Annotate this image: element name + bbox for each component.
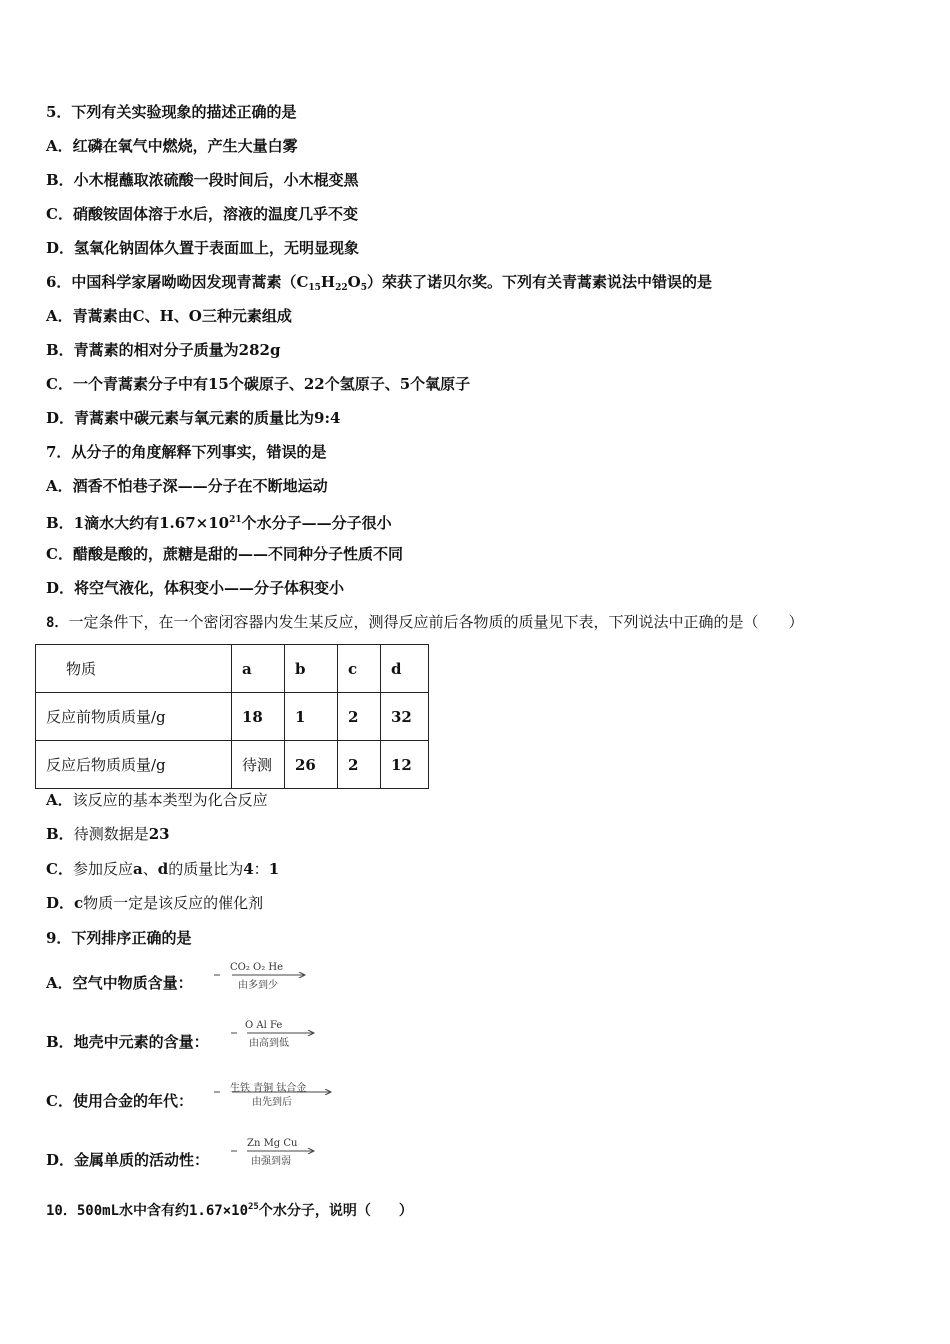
q7-option-b: B．1滴水大约有$1.67\times 10^{21}$个水分子——分子很小	[46, 514, 392, 532]
q9-option-c: C．使用合金的年代：	[46, 1092, 193, 1110]
q7-stem: 7．从分子的角度解释下列事实，错误的是	[46, 443, 327, 461]
table-header-cell: 物质	[36, 645, 232, 693]
q6-option-c: C．一个青蒿素分子中有15个碳原子、22个氢原子、5个氧原子	[46, 375, 471, 393]
table-cell: 12	[381, 741, 429, 789]
q9-option-a: A．空气中物质含量：	[46, 974, 193, 992]
q8-option-b: B．待测数据是23	[46, 825, 170, 843]
arrow-bottom-label: 由高到低	[249, 1038, 289, 1049]
table-header-cell: c	[338, 645, 381, 693]
table-header-cell: b	[285, 645, 338, 693]
arrow-bottom-label: 由先到后	[252, 1097, 292, 1108]
table-cell: 1	[285, 693, 338, 741]
table-cell: 2	[338, 741, 381, 789]
q6-option-a: A．青蒿素由C、H、O三种元素组成	[46, 307, 292, 325]
q5-stem: 5．下列有关实验现象的描述正确的是	[46, 103, 297, 121]
table-cell: 反应后物质质量/g	[36, 741, 232, 789]
table-cell: 32	[381, 693, 429, 741]
q8-mass-table	[35, 644, 429, 789]
q8-option-d: D．c物质一定是该反应的催化剂	[46, 894, 264, 912]
q9-option-d: D．金属单质的活动性：	[46, 1151, 210, 1169]
q9-c-order-arrow	[212, 1079, 336, 1113]
q9-a-order-arrow	[212, 962, 312, 996]
q9-stem: 9．下列排序正确的是	[46, 929, 192, 947]
table-row	[36, 645, 429, 693]
table-cell: 26	[285, 741, 338, 789]
q9-d-order-arrow	[229, 1138, 319, 1172]
q5-option-c: C．硝酸铵固体溶于水后，溶液的温度几乎不变	[46, 205, 358, 223]
q7-option-d: D．将空气液化，体积变小——分子体积变小	[46, 579, 345, 597]
table-cell: 2	[338, 693, 381, 741]
q5-option-d: D．氢氧化钠固体久置于表面皿上，无明显现象	[46, 239, 360, 257]
q5-option-a: A．红磷在氧气中燃烧，产生大量白雾	[46, 137, 298, 155]
table-header-cell: d	[381, 645, 429, 693]
table-row	[36, 741, 429, 789]
q8-option-c: C．参加反应a、d的质量比为4：1	[46, 860, 280, 878]
q10-stem: 10．500mL水中含有约$1.67\times 10^{25}$个水分子，说明（ ）	[46, 1202, 413, 1219]
table-cell: 18	[232, 693, 285, 741]
q9-option-b: B．地壳中元素的含量：	[46, 1033, 209, 1051]
q5-option-b: B．小木棍蘸取浓硫酸一段时间后，小木棍变黑	[46, 171, 359, 189]
q6-option-d: D．青蒿素中碳元素与氧元素的质量比为9:4	[46, 409, 341, 427]
q9-b-order-arrow	[229, 1020, 319, 1054]
table-cell: 反应前物质质量/g	[36, 693, 232, 741]
q7-option-a: A．酒香不怕巷子深——分子在不断地运动	[46, 477, 328, 495]
table-cell: 待测	[232, 741, 285, 789]
q6-option-b: B．青蒿素的相对分子质量为282g	[46, 341, 281, 359]
q8-stem: 8．一定条件下，在一个密闭容器内发生某反应，测得反应前后各物质的质量见下表，下列说法中正确的是（ ）	[46, 613, 804, 631]
arrow-bottom-label: 由多到少	[238, 980, 278, 991]
arrow-top-label: 生铁 青铜 钛合金	[230, 1083, 307, 1094]
q7-option-c: C．醋酸是酸的，蔗糖是甜的——不同种分子性质不同	[46, 545, 403, 563]
table-row	[36, 693, 429, 741]
table-header-cell: a	[232, 645, 285, 693]
q6-stem: 6．中国科学家屠呦呦因发现青蒿素$(C_{15}H_{22}O_5)$荣获了诺贝尔奖。下列有关青蒿素说法中错误的是	[46, 273, 712, 293]
arrow-top-label: Zn Mg Cu	[247, 1138, 298, 1149]
arrow-top-label: O Al Fe	[245, 1020, 283, 1031]
arrow-bottom-label: 由强到弱	[251, 1156, 291, 1167]
arrow-top-label: CO₂ O₂ He	[230, 962, 284, 973]
q8-option-a: A．该反应的基本类型为化合反应	[46, 791, 268, 809]
